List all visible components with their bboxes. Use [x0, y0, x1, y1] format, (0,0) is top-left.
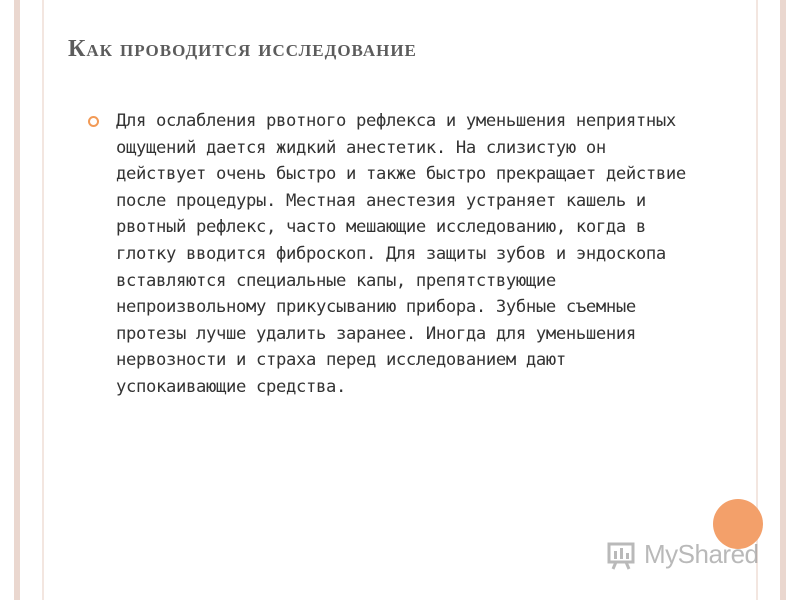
bullet-circle-icon: [88, 116, 99, 127]
frame-rule-left: [42, 0, 44, 600]
watermark-label: MyShared: [644, 538, 759, 569]
slide-title: Как проводится исследование: [68, 36, 417, 62]
myshared-logo-icon: [606, 537, 640, 571]
bullet-item: [96, 108, 686, 401]
myshared-watermark: [606, 534, 766, 574]
bullet-text: Для ослабления рвотного рефлекса и уменьшения неприятных ощущений дается жидкий анестетик. На слизистую он действует очень быстро и также быстро прекращает действие после процедуры. Местная анестезия устраняет кашель и рвотный рефлекс, часто мешающие исследованию, когда в глотку вводится фиброскоп. Для защиты зубов и эндоскопа вставляются специальные капы, препятствующие непроизвольному прикусыванию прибора. Зубные съемные протезы лучше удалить заранее. Иногда для уменьшения нервозности и страха перед исследованием дают успокаивающие средства.: [116, 111, 686, 397]
